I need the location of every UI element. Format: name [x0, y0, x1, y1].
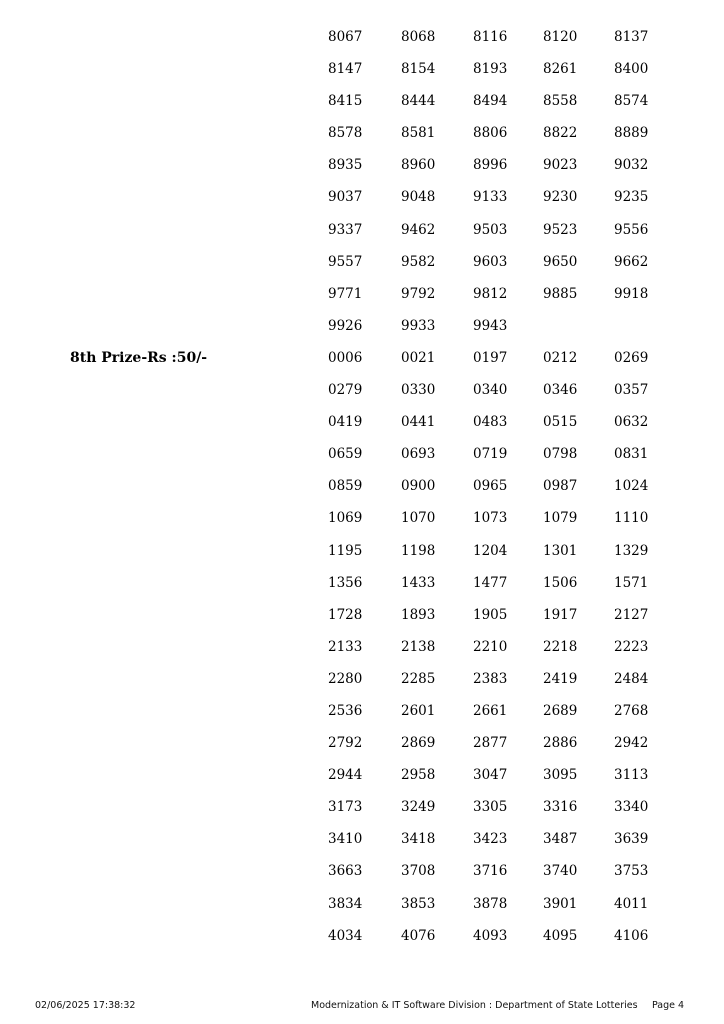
ticket-number: 0632	[614, 414, 649, 431]
ticket-number: 2223	[614, 638, 649, 655]
ticket-number: 0346	[543, 382, 578, 399]
ticket-number: 0987	[543, 478, 578, 495]
ticket-number: 9556	[614, 221, 649, 238]
table-row	[0, 437, 724, 469]
ticket-number: 3663	[328, 863, 363, 880]
table-row	[0, 694, 724, 726]
ticket-number: 1917	[543, 606, 578, 623]
ticket-number: 1204	[473, 542, 508, 559]
table-row	[0, 84, 724, 116]
table-row	[0, 790, 724, 822]
ticket-number: 3173	[328, 799, 363, 816]
ticket-number: 0212	[543, 349, 578, 366]
ticket-number: 2484	[614, 670, 649, 687]
ticket-number: 2944	[328, 767, 363, 784]
ticket-number: 9603	[473, 253, 508, 270]
table-row	[0, 919, 724, 951]
ticket-number: 9037	[328, 189, 363, 206]
ticket-number: 2133	[328, 638, 363, 655]
ticket-number: 0330	[401, 382, 436, 399]
ticket-number: 3487	[543, 831, 578, 848]
table-row	[0, 887, 724, 919]
ticket-number: 4011	[614, 895, 649, 912]
ticket-number: 9337	[328, 221, 363, 238]
ticket-number: 0269	[614, 349, 649, 366]
ticket-number: 2138	[401, 638, 436, 655]
ticket-number: 2419	[543, 670, 578, 687]
table-row	[0, 469, 724, 501]
ticket-number: 3047	[473, 767, 508, 784]
ticket-number: 1073	[473, 510, 508, 527]
table-row	[0, 373, 724, 405]
ticket-number: 1301	[543, 542, 578, 559]
ticket-number: 2768	[614, 702, 649, 719]
table-row	[0, 213, 724, 245]
ticket-number: 3708	[401, 863, 436, 880]
table-row	[0, 309, 724, 341]
ticket-number: 8261	[543, 61, 578, 78]
ticket-number: 2536	[328, 702, 363, 719]
ticket-number: 9771	[328, 285, 363, 302]
ticket-number: 8578	[328, 125, 363, 142]
ticket-number: 9133	[473, 189, 508, 206]
ticket-number: 9048	[401, 189, 436, 206]
ticket-number: 9230	[543, 189, 578, 206]
ticket-number: 3878	[473, 895, 508, 912]
ticket-number: 2127	[614, 606, 649, 623]
ticket-number: 2210	[473, 638, 508, 655]
ticket-number: 1024	[614, 478, 649, 495]
ticket-number: 3316	[543, 799, 578, 816]
ticket-number: 0006	[328, 349, 363, 366]
ticket-number: 9933	[401, 317, 436, 334]
table-row	[0, 180, 724, 212]
ticket-number: 4076	[401, 927, 436, 944]
ticket-number: 3249	[401, 799, 436, 816]
ticket-number: 1069	[328, 510, 363, 527]
ticket-number: 0340	[473, 382, 508, 399]
table-row	[0, 341, 724, 373]
ticket-number: 1198	[401, 542, 436, 559]
ticket-number: 1477	[473, 574, 508, 591]
ticket-number: 8806	[473, 125, 508, 142]
ticket-number: 0483	[473, 414, 508, 431]
ticket-number: 8137	[614, 29, 649, 45]
footer-timestamp: 02/06/2025 17:38:32	[35, 1000, 136, 1011]
ticket-number: 2869	[401, 735, 436, 752]
ticket-number: 0900	[401, 478, 436, 495]
ticket-number: 3853	[401, 895, 436, 912]
ticket-number: 3423	[473, 831, 508, 848]
ticket-number: 1905	[473, 606, 508, 623]
ticket-number: 0357	[614, 382, 649, 399]
ticket-number: 8889	[614, 125, 649, 142]
ticket-number: 9462	[401, 221, 436, 238]
ticket-number: 9523	[543, 221, 578, 238]
ticket-number: 8147	[328, 61, 363, 78]
table-row	[0, 277, 724, 309]
ticket-number: 8574	[614, 93, 649, 110]
ticket-number: 8193	[473, 61, 508, 78]
ticket-number: 8996	[473, 157, 508, 174]
ticket-number: 8400	[614, 61, 649, 78]
ticket-number: 2218	[543, 638, 578, 655]
table-row	[0, 726, 724, 758]
ticket-number: 1506	[543, 574, 578, 591]
ticket-number: 0021	[401, 349, 436, 366]
ticket-number: 3901	[543, 895, 578, 912]
ticket-number: 3716	[473, 863, 508, 880]
footer-division: Modernization & IT Software Division : Department of State Lotteries	[311, 1000, 638, 1011]
ticket-number: 1329	[614, 542, 649, 559]
ticket-number: 9812	[473, 285, 508, 302]
results-table	[0, 20, 724, 951]
ticket-number: 1079	[543, 510, 578, 527]
ticket-number: 0859	[328, 478, 363, 495]
ticket-number: 8494	[473, 93, 508, 110]
table-row	[0, 854, 724, 886]
ticket-number: 8960	[401, 157, 436, 174]
footer-page-number: Page 4	[652, 1000, 685, 1011]
ticket-number: 8935	[328, 157, 363, 174]
ticket-number: 1433	[401, 574, 436, 591]
ticket-number: 2886	[543, 735, 578, 752]
ticket-number: 0419	[328, 414, 363, 431]
table-row	[0, 245, 724, 277]
ticket-number: 2280	[328, 670, 363, 687]
ticket-number: 9235	[614, 189, 649, 206]
ticket-number: 1893	[401, 606, 436, 623]
ticket-number: 9503	[473, 221, 508, 238]
ticket-number: 8558	[543, 93, 578, 110]
ticket-number: 3639	[614, 831, 649, 848]
ticket-number: 9918	[614, 285, 649, 302]
ticket-number: 8120	[543, 29, 578, 45]
ticket-number: 0719	[473, 446, 508, 463]
ticket-number: 1356	[328, 574, 363, 591]
ticket-number: 8116	[473, 29, 508, 45]
ticket-number: 9792	[401, 285, 436, 302]
ticket-number: 2792	[328, 735, 363, 752]
ticket-number: 3740	[543, 863, 578, 880]
table-row	[0, 405, 724, 437]
table-row	[0, 20, 724, 52]
ticket-number: 3305	[473, 799, 508, 816]
table-row	[0, 598, 724, 630]
ticket-number: 8067	[328, 29, 363, 45]
ticket-number: 1728	[328, 606, 363, 623]
ticket-number: 9662	[614, 253, 649, 270]
ticket-number: 0659	[328, 446, 363, 463]
ticket-number: 2958	[401, 767, 436, 784]
ticket-number: 1070	[401, 510, 436, 527]
ticket-number: 0441	[401, 414, 436, 431]
table-row	[0, 148, 724, 180]
table-row	[0, 630, 724, 662]
ticket-number: 1110	[614, 510, 649, 527]
ticket-number: 4095	[543, 927, 578, 944]
ticket-number: 9032	[614, 157, 649, 174]
ticket-number: 0279	[328, 382, 363, 399]
ticket-number: 0965	[473, 478, 508, 495]
ticket-number: 2942	[614, 735, 649, 752]
ticket-number: 0515	[543, 414, 578, 431]
table-row	[0, 52, 724, 84]
ticket-number: 3753	[614, 863, 649, 880]
ticket-number: 0831	[614, 446, 649, 463]
ticket-number: 0693	[401, 446, 436, 463]
ticket-number: 4034	[328, 927, 363, 944]
prize-label: 8th Prize-Rs :50/-	[70, 349, 208, 366]
table-row	[0, 501, 724, 533]
ticket-number: 4106	[614, 927, 649, 944]
ticket-number: 9885	[543, 285, 578, 302]
ticket-number: 3340	[614, 799, 649, 816]
ticket-number: 0798	[543, 446, 578, 463]
ticket-number: 3418	[401, 831, 436, 848]
ticket-number: 9582	[401, 253, 436, 270]
table-row	[0, 566, 724, 598]
ticket-number: 8154	[401, 61, 436, 78]
ticket-number: 1195	[328, 542, 363, 559]
ticket-number: 3113	[614, 767, 649, 784]
ticket-number: 3834	[328, 895, 363, 912]
table-row	[0, 534, 724, 566]
ticket-number: 8822	[543, 125, 578, 142]
table-row	[0, 116, 724, 148]
ticket-number: 1571	[614, 574, 649, 591]
ticket-number: 9650	[543, 253, 578, 270]
ticket-number: 4093	[473, 927, 508, 944]
table-row	[0, 662, 724, 694]
ticket-number: 2285	[401, 670, 436, 687]
ticket-number: 9557	[328, 253, 363, 270]
ticket-number: 2601	[401, 702, 436, 719]
ticket-number: 9943	[473, 317, 508, 334]
ticket-number: 3410	[328, 831, 363, 848]
ticket-number: 9023	[543, 157, 578, 174]
table-row	[0, 758, 724, 790]
ticket-number: 8581	[401, 125, 436, 142]
ticket-number: 2689	[543, 702, 578, 719]
ticket-number: 2383	[473, 670, 508, 687]
table-row	[0, 822, 724, 854]
ticket-number: 8444	[401, 93, 436, 110]
ticket-number: 2877	[473, 735, 508, 752]
ticket-number: 3095	[543, 767, 578, 784]
ticket-number: 2661	[473, 702, 508, 719]
ticket-number: 8415	[328, 93, 363, 110]
ticket-number: 9926	[328, 317, 363, 334]
ticket-number: 0197	[473, 349, 508, 366]
ticket-number: 8068	[401, 29, 436, 45]
